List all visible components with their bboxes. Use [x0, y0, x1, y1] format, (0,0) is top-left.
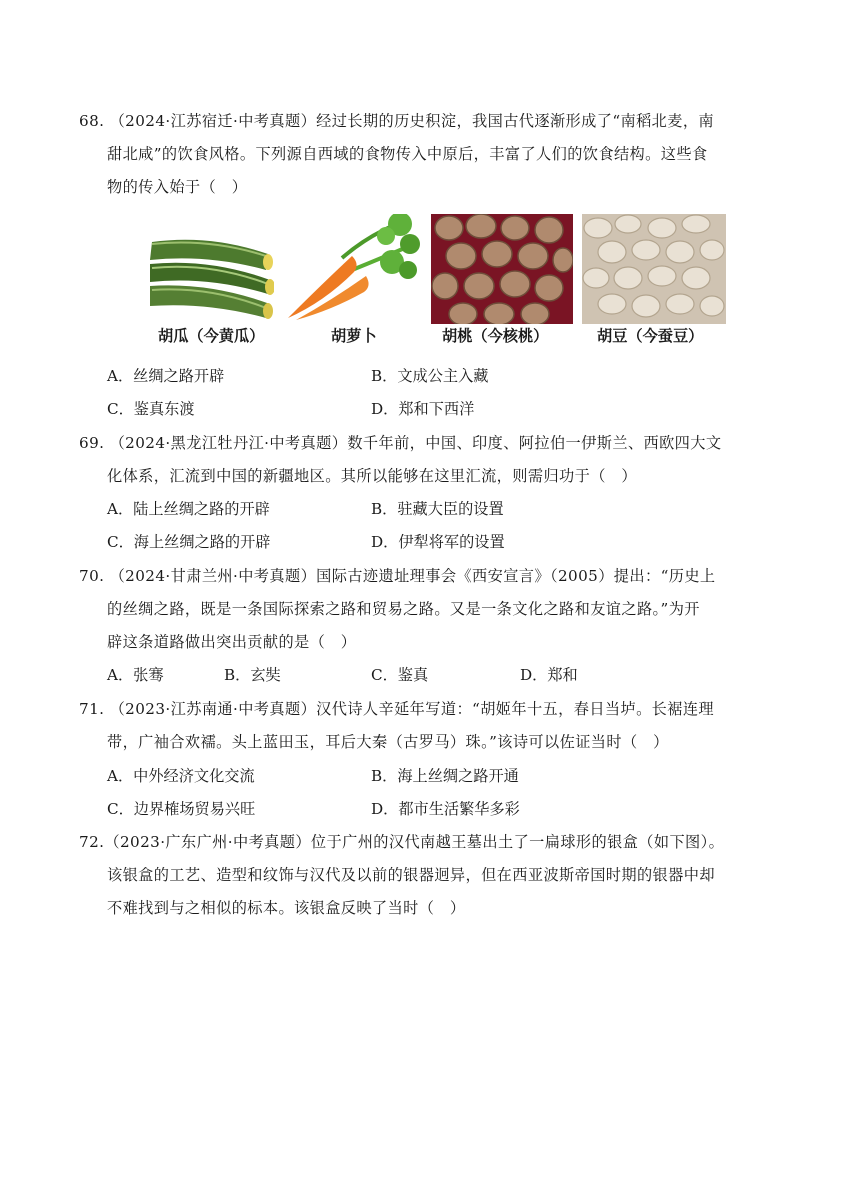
q68-line-2: 甜北咸”的饮食风格。下列源自西域的食物传入中原后，丰富了人们的饮食结构。这些食: [107, 145, 708, 163]
q72-line-2: 该银盒的工艺、造型和纹饰与汉代及以前的银器迥异，但在西亚波斯帝国时期的银器中却: [107, 866, 715, 884]
q68-line-3: 物的传入始于（ ）: [107, 178, 248, 196]
q68-line-1: 68. （2024·江苏宿迁·中考真题）经过长期的历史积淀，我国古代逐渐形成了“南稻北麦，南: [79, 112, 715, 130]
q69-option-b: B．驻藏大臣的设置: [371, 500, 504, 518]
q69-option-d: D．伊犁将军的设置: [371, 533, 505, 551]
q71-option-c: C．边界榷场贸易兴旺: [107, 800, 256, 818]
caption-carrot: 胡萝卜: [331, 327, 377, 345]
q70-line-1: 70. （2024·甘肃兰州·中考真题）国际古迹遗址理事会《西安宣言》（2005）提出：“历史上: [79, 567, 716, 585]
q69-line-2: 化体系，汇流到中国的新疆地区。其所以能够在这里汇流，则需归功于（ ）: [107, 467, 637, 485]
q68-option-b: B．文成公主入藏: [371, 367, 489, 385]
walnut-image: [431, 214, 573, 324]
q71-option-b: B．海上丝绸之路开通: [371, 767, 519, 785]
caption-cucumber: 胡瓜（今黄瓜）: [158, 327, 265, 345]
q71-line-2: 带，广袖合欢襦。头上蓝田玉，耳后大秦（古罗马）珠。”该诗可以佐证当时（ ）: [107, 733, 669, 751]
q68-option-d: D．郑和下西洋: [371, 400, 475, 418]
q68-option-a: A．丝绸之路开辟: [107, 367, 225, 385]
q69-option-c: C．海上丝绸之路的开辟: [107, 533, 271, 551]
carrot-image: [282, 214, 420, 324]
q69-line-1: 69. （2024·黑龙江牡丹江·中考真题）数千年前，中国、印度、阿拉伯一伊斯兰、西欧四大文: [79, 434, 722, 452]
q72-line-1: 72.（2023·广东广州·中考真题）位于广州的汉代南越王墓出土了一扁球形的银盒（如下图）。: [79, 833, 725, 851]
q71-option-d: D．都市生活繁华多彩: [371, 800, 520, 818]
broad-bean-image: [582, 214, 726, 324]
q70-line-2: 的丝绸之路，既是一条国际探索之路和贸易之路。又是一条文化之路和友谊之路。”为开: [107, 600, 700, 618]
q68-option-c: C．鉴真东渡: [107, 400, 195, 418]
q70-option-c: C．鉴真: [371, 666, 429, 684]
q72-line-3: 不难找到与之相似的标本。该银盒反映了当时（ ）: [107, 899, 466, 917]
q70-option-a: A．张骞: [107, 666, 164, 684]
q71-option-a: A．中外经济文化交流: [107, 767, 255, 785]
q70-option-d: D．郑和: [520, 666, 578, 684]
q70-line-3: 辟这条道路做出突出贡献的是（ ）: [107, 633, 357, 651]
caption-walnut: 胡桃（今核桃）: [442, 327, 549, 345]
q69-option-a: A．陆上丝绸之路的开辟: [107, 500, 270, 518]
q70-option-b: B．玄奘: [224, 666, 281, 684]
caption-broad-bean: 胡豆（今蚕豆）: [597, 327, 704, 345]
q71-line-1: 71. （2023·江苏南通·中考真题）汉代诗人辛延年写道：“胡姬年十五，春日当垆。长裾连理: [79, 700, 715, 718]
cucumber-image: [150, 214, 274, 324]
